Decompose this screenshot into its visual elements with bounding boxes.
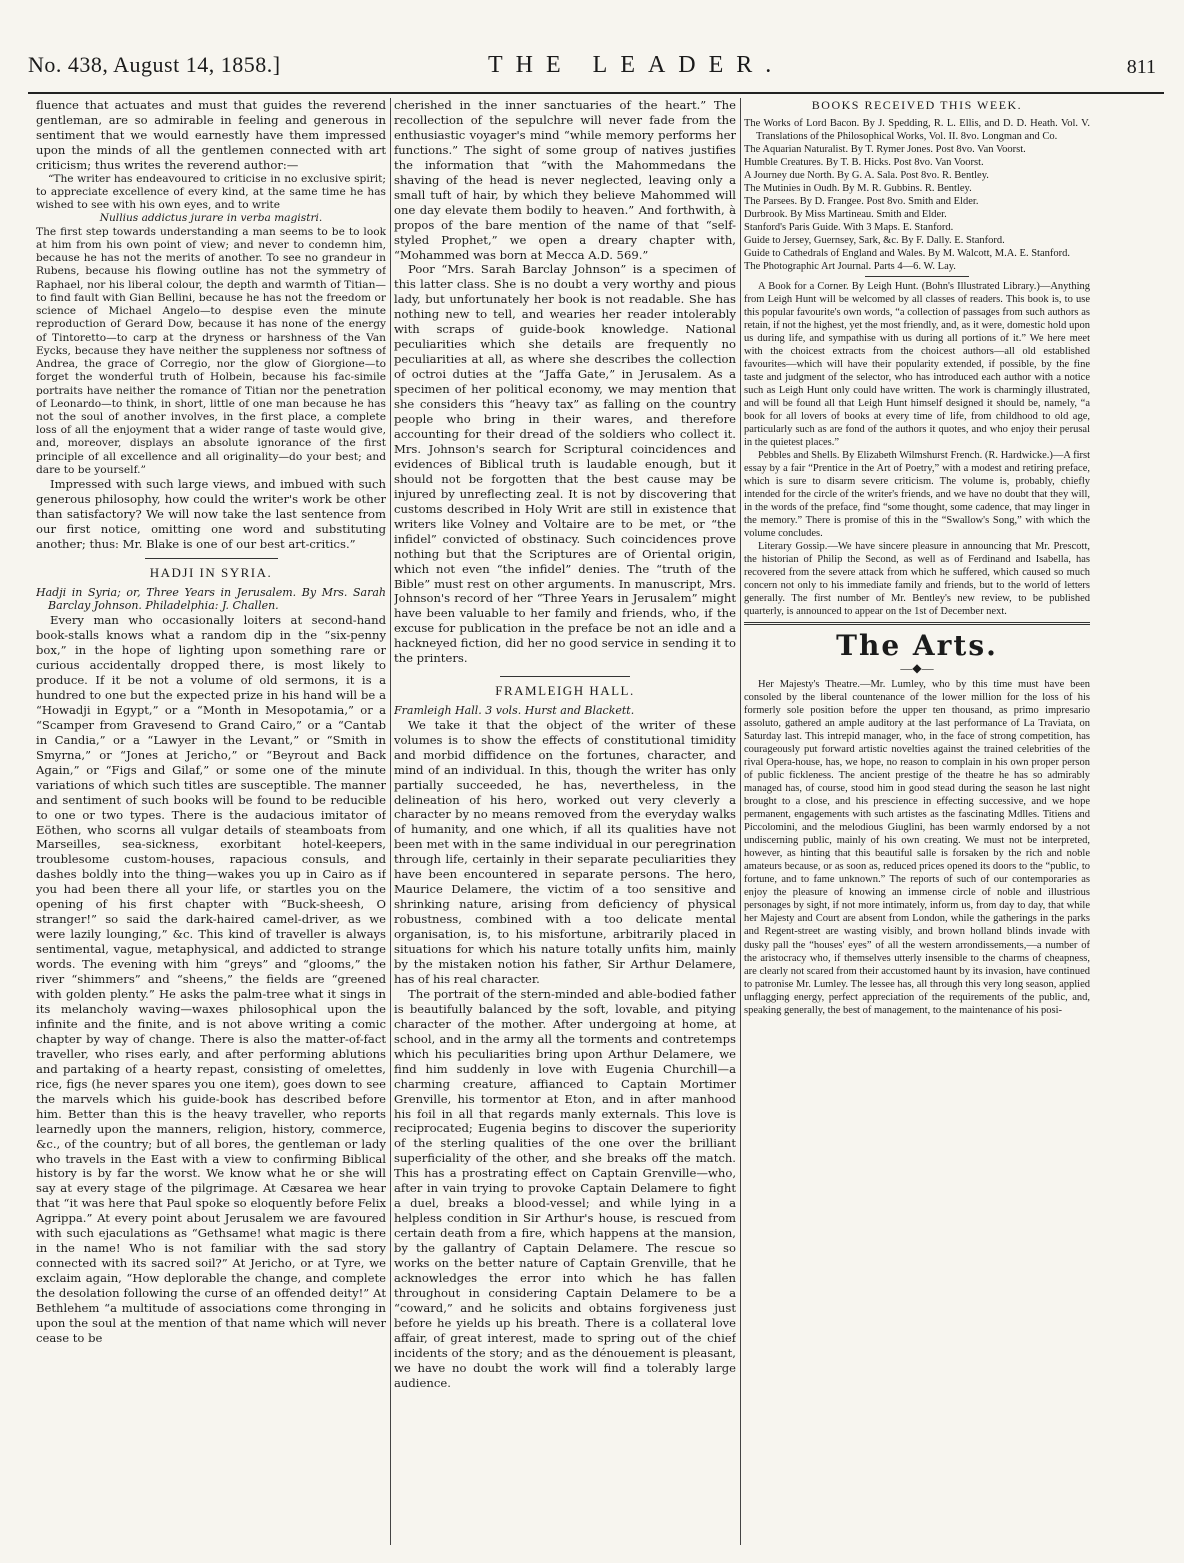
- quotation: The first step towards understanding a man seems to be to look at him from his own point of view; and never to condemn him, because he has not the merits of another. To see no grandeur in Rubens, because his flowing outline has not the symmetry of Raphael, nor his liberal colour, the depth and warmth of Titian—to find fault with Gian Bellini, because he has not the freedom or science of Michael Angelo—to despise even the minute reproduction of Gerard Dow, because it has none of the energy of Tintoretto—to carp at the dryness or harshness of the Van Eycks, because they have neither the suppleness nor softness of Andrea, the grace of Corregio, nor the glow of Giorgione—to forget the wonderful truth of Holbein, because his fac-simile portraits have neither the romance of Titian nor the penetration of Leonardo—to think, in short, little of one man because he has not the soul of another involves, in the first place, a complete loss of all the enjoyment that a wider range of taste would give, and, moreover, displays an absolute ignorance of the first principle of all excellence and all originality—do your best; and dare to be yourself.”: [36, 225, 386, 476]
- section-double-rule: [744, 622, 1090, 625]
- latin-motto: Nullius addictus jurare in verba magistri.: [99, 212, 323, 225]
- review-citation: Framleigh Hall. 3 vols. Hurst and Blackett.: [394, 703, 635, 717]
- column-3: [744, 98, 1090, 1545]
- book-entry: Guide to Cathedrals of England and Wales. By M. Walcott, M.A. E. Stanford.: [744, 248, 1070, 260]
- book-entry: The Aquarian Naturalist. By T. Rymer Jones. Post 8vo. Van Voorst.: [744, 143, 1026, 155]
- page-number: 811: [1126, 56, 1156, 78]
- section-rule: [145, 558, 278, 559]
- paragraph: Poor “Mrs. Sarah Barclay Johnson” is a specimen of this latter class. She is no doubt a very worthy and pious lady, but unfortunately her book is not readable. She has nothing new to tell, and wearies her reader intolerably with scraps of guide-book knowledge. National peculiarities which she details are frequently no peculiarities at all, as where she describes the collection of octroi duties at the “Jaffa Gate,” in Jerusalem. As a specimen of her political economy, we may mention that she considers this “heavy tax” as falling on the country people who bring in their wares, and therefore accounting for their dread of the soldiers who collect it. Mrs. Johnson's search for Scriptural coincidences and evidences of Biblical truth is laudable enough, but it should not be forgotten that the best cause may be injured by unreflecting zeal. It is not by discovering that customs described in Holy Writ are still in existence that writers like Volney and Voltaire are to be met, or “the infidel” convicted of obstinacy. Such coincidences prove nothing but that the Scriptures are of Oriental origin, which not even “the infidel” denies. The “truth of the Bible” must rest on other arguments. In manuscript, Mrs. Johnson's record of her “Three Years in Jerusalem” might have been valuable to her family and friends, who, if the excuse for publication in the preface be not an idle and a hackneyed fiction, did her no good service in sending it to the printers.: [394, 262, 736, 666]
- the-arts-heading: The Arts.: [836, 629, 998, 663]
- book-entry: A Journey due North. By G. A. Sala. Post 8vo. R. Bentley.: [744, 169, 989, 181]
- paragraph: Her Majesty's Theatre.—Mr. Lumley, who by this time must have been consoled by the liberal countenance of the lower million for the loss of his formerly sole position before the upper ten thousand, as primo impresario assoluto, gathered an ample auditory at the last performance of La Traviata, on Saturday last. This intrepid manager, who, in the face of strong competition, has courageously put forward artistic novelties against the trained celebrities of the rival Opera-house, has, we hope, no reason to complain in his own proper person of public fickleness. The ancient prestige of the theatre he has so admirably managed has, of course, stood him in good stead during the season he last night brought to a close, and his prescience in effecting successive, and we hope permanent, engagements with such artistes as the fascinating Mdlles. Titiens and Piccolomini, and the melodious Giuglini, has been warmly endorsed by a not undiscerning public, mainly of his own creating. We must not be interpreted, however, as hinting that this beautiful salle is forsaken by the rich and noble amateurs because, or as soon as, reduced prices opened its doors to the “public, to fortune, and to fame unknown.” The reports of such of our contemporaries as enjoy the pleasure of knowing an immense circle of noble and illustrious personages by sight, if not more intimately, inform us, from day to day, that while her Majesty and Court are absent from London, while the gatherings in the parks and Regent-street are wasting visibly, and brown holland blinds invade with dusky pall the “houses' eyes” of all the western arrondissements,—a number of the aristocracy who, if themselves utterly insensible to the charms of cheapness, are clearly not scared from their accustomed haunt by its invasion, have continued to patronise Mr. Lumley. The lessee has, all through this very long season, applied unflagging energy, perfect appreciation of the requirements of the public, and, speaking generally, the best of management, to the maintenance of his posi-: [744, 679, 1090, 1016]
- book-entry: The Mutinies in Oudh. By M. R. Gubbins. R. Bentley.: [744, 182, 972, 194]
- section-rule: [500, 676, 630, 677]
- book-entry: The Works of Lord Bacon. By J. Spedding, R. L. Ellis, and D. D. Heath. Vol. V. Translations of the Philosophical Works, Vol. II. 8vo. Longman and Co.: [744, 117, 1090, 142]
- paragraph: We take it that the object of the writer of these volumes is to show the effects of constitutional timidity and morbid diffidence on the fortunes, character, and mind of an individual. In this, though the writer has only partially succeeded, he has, nevertheless, in the delineation of his hero, worked out very cleverly a character by no means removed from the everyday walks of humanity, and one which, if all its qualities have not been met with in the same individual in our peregrination through life, certainly in their separate peculiarities they have been encountered in separate persons. The hero, Maurice Delamere, the victim of a too sensitive and shrinking nature, arising from deficiency of physical robustness, combined with a too delicate mental organisation, is, to his misfortune, arbitrarily placed in situations for which his nature totally unfits him, mainly by the mistaken notion his father, Sir Arthur Delamere, has of his real character.: [394, 717, 736, 986]
- column-divider-2: [740, 98, 741, 1545]
- paragraph: Every man who occasionally loiters at second-hand book-stalls knows what a random dip in the “six-penny box,” in the hope of lighting upon something rare or curious accidentally dropped there, is most likely to produce. If it be not a volume of old sermons, it is a hundred to one but the expected prize in his hand will be a “Howadji in Egypt,” or a “Month in Mesopotamia,” or a “Scamper from Gravesend to Grand Cairo,” or a “Cantab in Candia,” or a “Lawyer in the Levant,” or “Smith in Smyrna,” or “Jones at Jericho,” or “Beyrout and Back Again,” or “Figs and Gilaf,” or some one of the minute variations of which such titles are susceptible. The manner and sentiment of such books will be found to be reducible to one or two types. There is the audacious imitator of Eöthen, who scorns all vulgar details of steamboats from Marseilles, sea-sickness, exorbitant hotel-keepers, troublesome custom-houses, rapacious consuls, and dashes boldly into the thing—wakes you up in Cairo as if you had been there all your life, or startles you on the opening of his first chapter with “Buck-sheesh, O stranger!” so said the dark-haired camel-driver, as we were lazily lounging,” &c. This kind of traveller is always sentimental, vague, metaphysical, and addicted to strange words. The evening with him “greys” and “glooms,” the river “shimmers” and “sheens,” the fields are “greened with golden plenty.” He asks the palm-tree what it sings in its melancholy waving—waxes philosophical upon the infinite and the finite, and is not above writing a comic chapter by way of change. There is also the matter-of-fact traveller, who rises early, and after performing ablutions and partaking of a hearty repast, consisting of omelettes, rice, figs (he never spares you one item), goes down to see the marvels which his guide-book has described before him. Better than this is the heavy traveller, who reports learnedly upon the manners, religion, history, commerce, &c., of the country; but of all bores, the gentleman or lady who travels in the East with a view to confirming Biblical history is by far the worst. We know what he or she will say at every stage of the pilgrimage. At Cæsarea we hear that “it was here that Paul spoke so eloquently before Felix Agrippa.” At every point about Jerusalem we are favoured with such ejaculations as “Gethsame! what magic is there in the name! Who is not familiar with the sad story connected with its sacred soil?” At Jericho, or at Tyre, we exclaim again, “How deplorable the change, and complete the desolation following the curse of an offended deity!” At Bethlehem “a multitude of associations come thronging in upon the soul at the mention of that name which will never cease to be: [36, 613, 386, 1345]
- paragraph: fluence that actuates and must that guides the reverend gentleman, are so admirable in feeling and generous in sentiment that we would earnestly have them impressed upon the minds of all the gentlemen connected with art criticism; thus writes the reverend author:—: [36, 98, 386, 172]
- section-rule: [865, 276, 969, 277]
- review-citation: Hadji in Syria; or, Three Years in Jerusalem. By Mrs. Sarah Barclay Johnson. Philadelphia: J. Challen.: [36, 585, 386, 613]
- paragraph: cherished in the inner sanctuaries of the heart.” The recollection of the sepulchre will never fade from the enthusiastic voyager's mind “while memory performs her functions.” The sight of some group of natives justifies the information that “with the Mahommedans the shaving of the head is never neglected, leaving only a small tuft of hair, by which they believe Mahommed will one day elevate them bodily to heaven.” And forthwith, à propos of the bare mention of the name of that “self-styled Prophet,” we open a dreary chapter with, “Mohammed was born at Mecca A.D. 569.”: [394, 98, 736, 262]
- paragraph: A Book for a Corner. By Leigh Hunt. (Bohn's Illustrated Library.)—Anything from Leigh Hunt will be welcomed by all classes of readers. This book is, to use this popular favourite's own words, “a collection of passages from such authors as retain, if not the highest, yet the most friendly, and, as it were, domestic hold upon us during life, and sympathise with us during all portions of it.” We here meet with the choicest extracts from the choicest authors—all old established favourites—which will have their popularity extended, if possible, by the fine taste and judgment of the selector, who has introduced each author with a notice such as Leigh Hunt only could have written. The work is charmingly illustrated, and will be found all that Leigh Hunt himself designed it should be, namely, “a book for all lovers of books at every time of life, from childhood to old age, particularly such as are fond of the authors it quotes, and who enjoy their perusal in the quietest places.”: [744, 281, 1090, 449]
- book-entry: Stanford's Paris Guide. With 3 Maps. E. Stanford.: [744, 222, 954, 233]
- book-entry: Guide to Jersey, Guernsey, Sark, &c. By F. Dally. E. Stanford.: [744, 235, 1005, 247]
- books-received-title: BOOKS RECEIVED THIS WEEK.: [811, 98, 1023, 112]
- ornament-rule: —◆—: [900, 661, 934, 676]
- book-entry: The Parsees. By D. Frangee. Post 8vo. Smith and Elder.: [744, 195, 979, 207]
- paragraph: Pebbles and Shells. By Elizabeth Wilmshurst French. (R. Hardwicke.)—A first essay by a fair “Prentice in the Art of Poetry,” with a modest and retiring preface, which is sure to disarm severe criticism. The volume is, probably, chiefly intended for the circle of the writer's friends, and we have no doubt that they will, in the words of the preface, find “some thought, some cadence, that may linger in the memory.” There is promise of this in the “Swallow's Song,” with which the volume concludes.: [744, 450, 1090, 540]
- column-divider-1: [390, 98, 391, 1545]
- paragraph: Impressed with such large views, and imbued with such generous philosophy, how could the writer's work be other than satisfactory? We will now take the last sentence from our first notice, omitting one word and substituting another; thus: Mr. Blake is one of our best art-critics.”: [36, 477, 386, 551]
- paragraph: The portrait of the stern-minded and able-bodied father is beautifully balanced by the soft, lovable, and pitying character of the mother. After undergoing at home, at school, and in the army all the torments and contretemps which his peculiarities bring upon Arthur Delamere, we find him suddenly in love with Eugenia Churchill—a charming creature, affianced to Captain Mortimer Grenville, his tormentor at Eton, and in after manhood his foil in all that regards manly externals. This love is reciprocated; Eugenia begins to discover the superiority of the sterling qualities of the one over the brilliant superficiality of the other, and she breaks off the match. This has a prostrating effect on Captain Grenville—who, after in vain trying to provoke Captain Delamere to fight a duel, breaks a blood-vessel; and while lying in a helpless condition in Sir Arthur's house, is rescued from certain death from a fire, which happens at the mansion, by the gallantry of Captain Delamere. The rescue so works on the better nature of Captain Grenville, that he acknowledges the error into which he has fallen throughout in considering Captain Delamere to be a “coward,” and he solicits and obtains forgiveness just before he yields up his breath. There is a collateral love affair, of great interest, made to spring out of the chief incidents of the story; and as the dénouement is pleasant, we have no doubt the work will find a tolerably large audience.: [394, 986, 736, 1390]
- quotation: “The writer has endeavoured to criticise in no exclusive spirit; to appreciate excellence of every kind, at the same time he has wished to see with his own eyes, and to write: [36, 172, 386, 212]
- page-header: [28, 52, 1164, 100]
- review-title-hadji: HADJI IN SYRIA.: [149, 564, 273, 580]
- column-1: [36, 98, 386, 1545]
- paragraph: Literary Gossip.—We have sincere pleasure in announcing that Mr. Prescott, the historian of Philip the Second, as well as of Ferdinand and Isabella, has recovered from the severe attack from which he suffered, which caused so much concern not only to his immediate family and friends, but to the world of letters generally. The first number of Mr. Bentley's new review, to be published quarterly, is announced to appear on the 1st of December next.: [744, 541, 1090, 618]
- book-entry: Humble Creatures. By T. B. Hicks. Post 8vo. Van Voorst.: [744, 156, 984, 168]
- masthead-title: THE LEADER.: [488, 52, 785, 78]
- book-entry: Durbrook. By Miss Martineau. Smith and Elder.: [744, 208, 947, 220]
- book-entry: The Photographic Art Journal. Parts 4—6. W. Lay.: [744, 261, 956, 273]
- review-title-framleigh: FRAMLEIGH HALL.: [495, 683, 635, 699]
- column-2: [394, 98, 736, 1545]
- header-rule: [28, 92, 1164, 94]
- issue-line: No. 438, August 14, 1858.]: [28, 52, 281, 77]
